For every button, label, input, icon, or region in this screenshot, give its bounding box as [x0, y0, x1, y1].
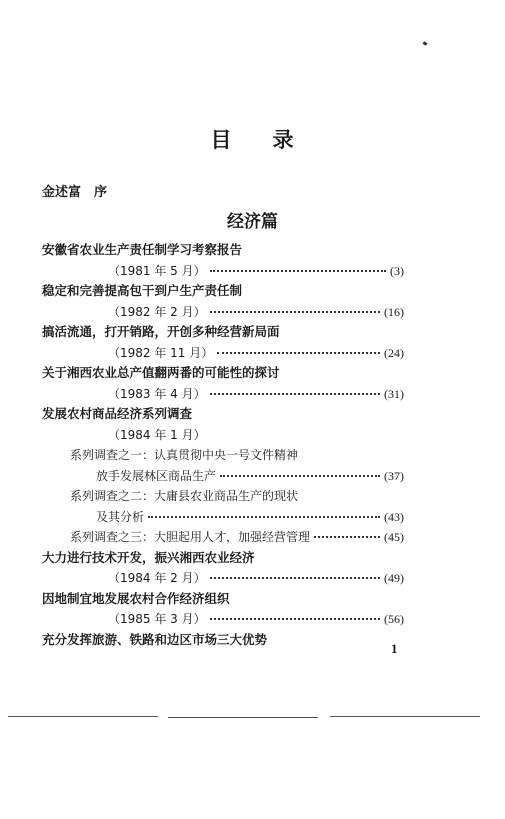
preface-entry[interactable]: 金述富 序 [42, 185, 108, 200]
toc-entry-text: 放手发展林区商品生产 [96, 468, 217, 483]
toc-entry-text: 发展农村商品经济系列调查 [42, 406, 193, 421]
toc-entry[interactable] [96, 466, 404, 486]
toc-entry-text: 系列调查之三：大胆起用人才，加强经营管理 [70, 530, 311, 544]
dot-leader [217, 351, 380, 354]
toc-entry-text: （1983 年 4 月） [108, 386, 206, 401]
toc-entry-text: （1984 年 2 月） [108, 571, 206, 585]
dot-leader [220, 474, 380, 477]
toc-entry[interactable] [108, 302, 404, 322]
toc-entry-page: (56) [384, 612, 404, 626]
toc-entry-page: (45) [384, 530, 404, 544]
toc-entry-text: （1982 年 11 月） [108, 345, 214, 360]
toc-entry-page: (49) [384, 571, 404, 585]
toc-title [0, 124, 505, 154]
toc-entry[interactable] [70, 527, 404, 547]
toc-entry-text: 关于湘西农业总产值翻两番的可能性的探讨 [42, 365, 280, 380]
toc-entry-page: (24) [384, 345, 404, 360]
toc-entry-text: 系列调查之二：大庸县农业商品生产的现状 [70, 489, 299, 503]
ink-speck [423, 41, 428, 46]
toc-entry[interactable] [70, 445, 298, 465]
toc-entry-text: 系列调查之一：认真贯彻中央一号文件精神 [70, 448, 299, 462]
toc-entry[interactable] [108, 425, 206, 445]
toc-entry-text: 搞活流通，打开销路，开创多种经营新局面 [42, 324, 280, 339]
dot-leader [210, 269, 386, 272]
toc-entry[interactable] [96, 507, 404, 527]
toc-entry[interactable] [108, 261, 404, 281]
toc-title-part2: 录 [272, 128, 295, 152]
dot-leader [210, 310, 380, 313]
toc-entry[interactable] [42, 322, 280, 342]
toc-entry[interactable] [42, 281, 242, 301]
section-title: 经济篇 [227, 212, 278, 232]
dot-leader [210, 392, 380, 395]
toc-entry-page: (37) [384, 468, 404, 483]
toc-entry[interactable] [42, 630, 267, 650]
toc-entry[interactable] [108, 609, 404, 629]
toc-entry-text: 充分发挥旅游、铁路和边区市场三大优势 [42, 631, 268, 647]
dot-leader [148, 515, 380, 518]
toc-title-part1: 目 [210, 128, 233, 152]
toc-entry[interactable] [42, 240, 242, 260]
toc-entry-text: 及其分析 [96, 509, 145, 524]
toc-entry[interactable] [108, 343, 404, 363]
toc-entry-page: (16) [384, 304, 404, 319]
dot-leader [210, 576, 380, 579]
toc-entry-page: (31) [384, 386, 404, 401]
dot-leader [314, 535, 380, 538]
toc-entry-text: 大力进行技术开发，振兴湘西农业经济 [42, 549, 255, 565]
toc-entry-text: （1981 年 5 月） [108, 263, 206, 278]
toc-entry-text: （1984 年 1 月） [108, 427, 206, 442]
toc-entry[interactable] [42, 363, 280, 383]
toc-entry-text: 因地制宜地发展农村合作经济组织 [42, 590, 230, 606]
toc-entry[interactable] [42, 404, 192, 424]
toc-entry[interactable] [42, 548, 255, 568]
toc-entry-page: (3) [390, 263, 404, 278]
bottom-rule [168, 717, 318, 718]
bottom-rule [330, 716, 480, 717]
toc-entry[interactable] [108, 568, 404, 588]
toc-entry[interactable] [42, 589, 230, 609]
toc-entry-text: 稳定和完善提高包干到户生产责任制 [42, 283, 243, 298]
toc-entry[interactable] [70, 486, 298, 506]
toc-entry-text: （1982 年 2 月） [108, 304, 206, 319]
page-number: 1 [391, 641, 398, 656]
toc-entry-page: (43) [384, 509, 404, 524]
bottom-rule [8, 716, 158, 717]
toc-entry[interactable] [108, 384, 404, 404]
dot-leader [210, 617, 380, 620]
toc-entry-text: 安徽省农业生产责任制学习考察报告 [42, 242, 243, 257]
toc-entry-text: （1985 年 3 月） [108, 612, 206, 626]
